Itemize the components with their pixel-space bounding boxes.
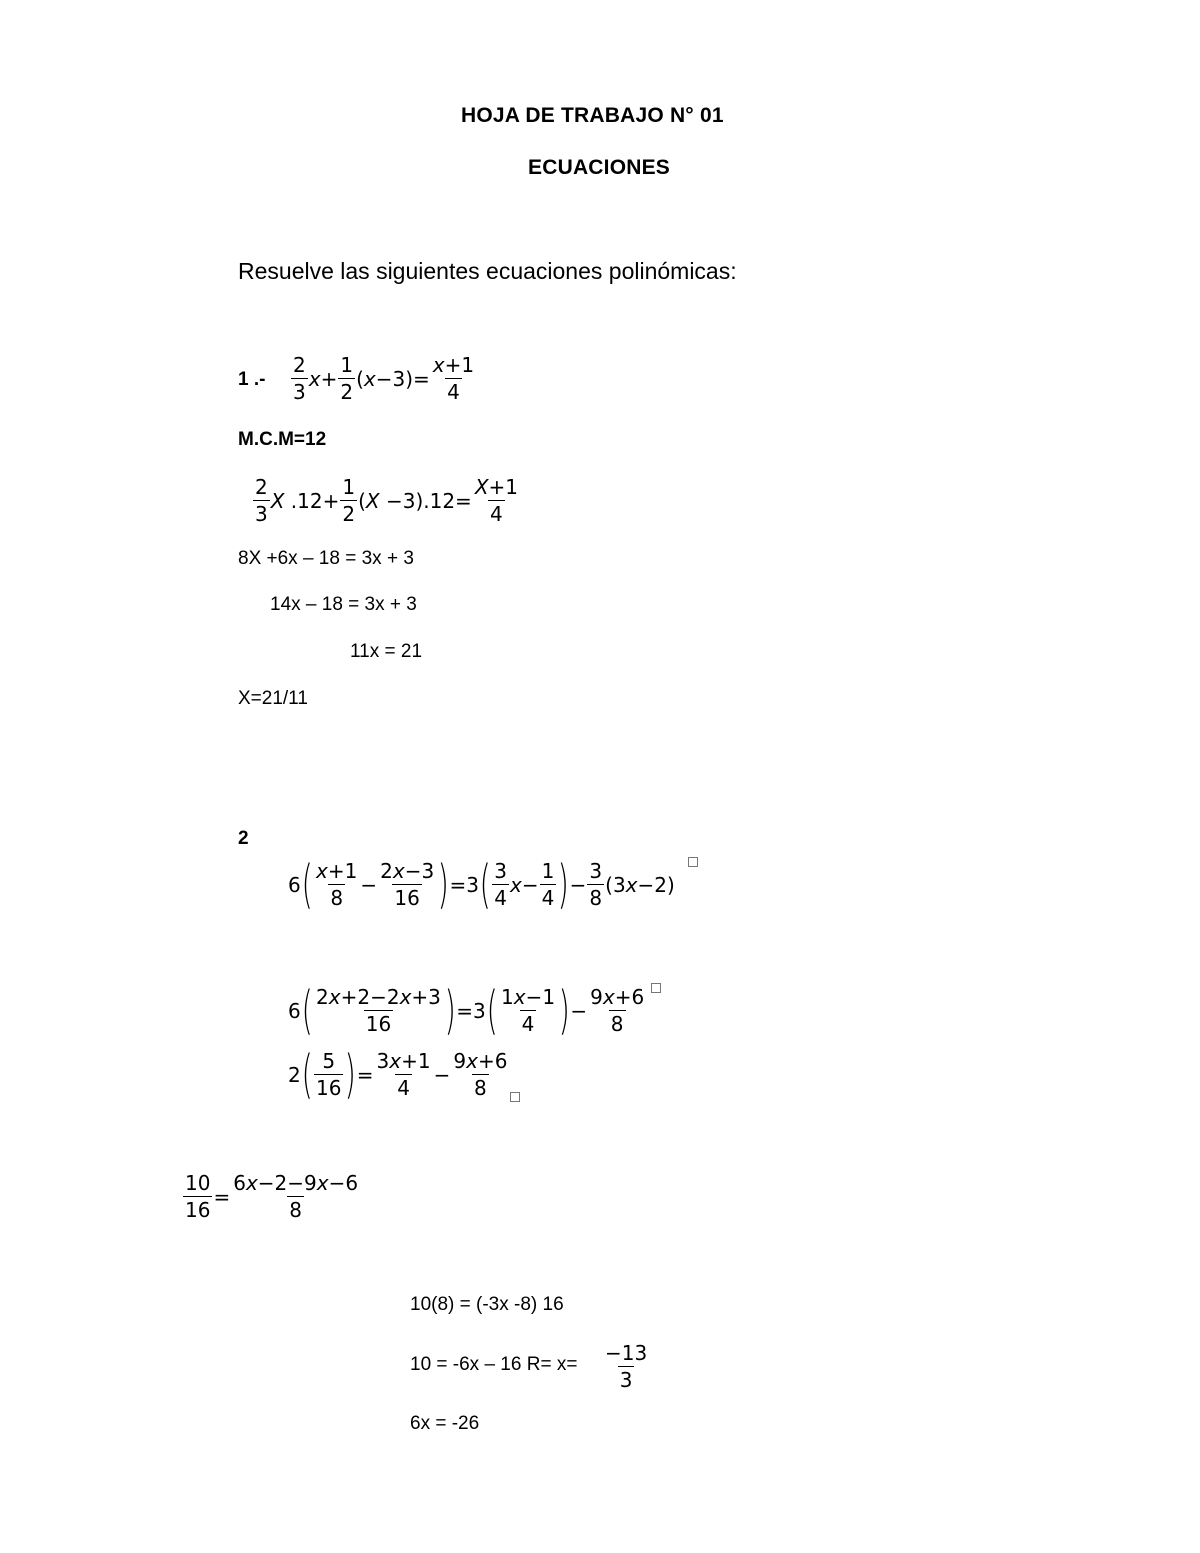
problem1-equation-mult: $\frac{2}{3}$ X .12+ $\frac{1}{2}$ (X −3).12= $\frac{X+1}{4}$	[255, 475, 519, 526]
placeholder-box-icon	[510, 1092, 520, 1102]
problem1-step3: 14x – 18 = 3x + 3	[270, 594, 417, 615]
problem2-step7: 6x = -26	[410, 1413, 480, 1434]
problem2-step2: 2 ( $\frac{5}{16}$ ) = $\frac{3x+1}{4}$ − $\frac{9x+6}{8}$	[288, 1044, 508, 1105]
problem2-result: $\frac{-13}{3}$	[605, 1341, 648, 1392]
problem2-number: 2	[238, 828, 249, 849]
problem2-step5: 10(8) = (-3x -8) 16	[410, 1294, 564, 1315]
problem2-step1: 6 ( $\frac{2x+2-2x+3}{16}$ ) =3 ( $\frac{1x-1}{4}$ ) − $\frac{9x+6}{8}$	[288, 980, 645, 1041]
page-title: HOJA DE TRABAJO N° 01	[461, 104, 724, 127]
placeholder-box-icon	[688, 857, 698, 867]
problem2-step6: 10 = -6x – 16 R= x=	[410, 1354, 578, 1375]
problem1-step4: 11x = 21	[350, 641, 423, 662]
instructions: Resuelve las siguientes ecuaciones polinómicas:	[238, 258, 737, 284]
placeholder-box-icon	[651, 983, 661, 993]
problem1-number: 1 .-	[238, 369, 266, 390]
problem1-result: X=21/11	[238, 688, 308, 709]
page-subtitle: ECUACIONES	[528, 156, 671, 179]
problem2-step3: $\frac{10}{16}$ = $\frac{6x-2-9x-6}{8}$	[185, 1171, 359, 1222]
problem1-equation: $\frac{2}{3}$ x+ $\frac{1}{2}$ (x−3)= $\frac{x+1}{4}$	[293, 353, 475, 404]
mcm-line: M.C.M=12	[238, 429, 327, 450]
problem1-step2: 8X +6x – 18 = 3x + 3	[238, 548, 414, 569]
problem2-equation: 6 ( $\frac{x+1}{8}$ − $\frac{2x-3}{16}$ ) =3 ( $\frac{3}{4}$ x− $\frac{1}{4}$ ) − $\frac{3}{8}$ (3x−2)	[288, 854, 675, 915]
